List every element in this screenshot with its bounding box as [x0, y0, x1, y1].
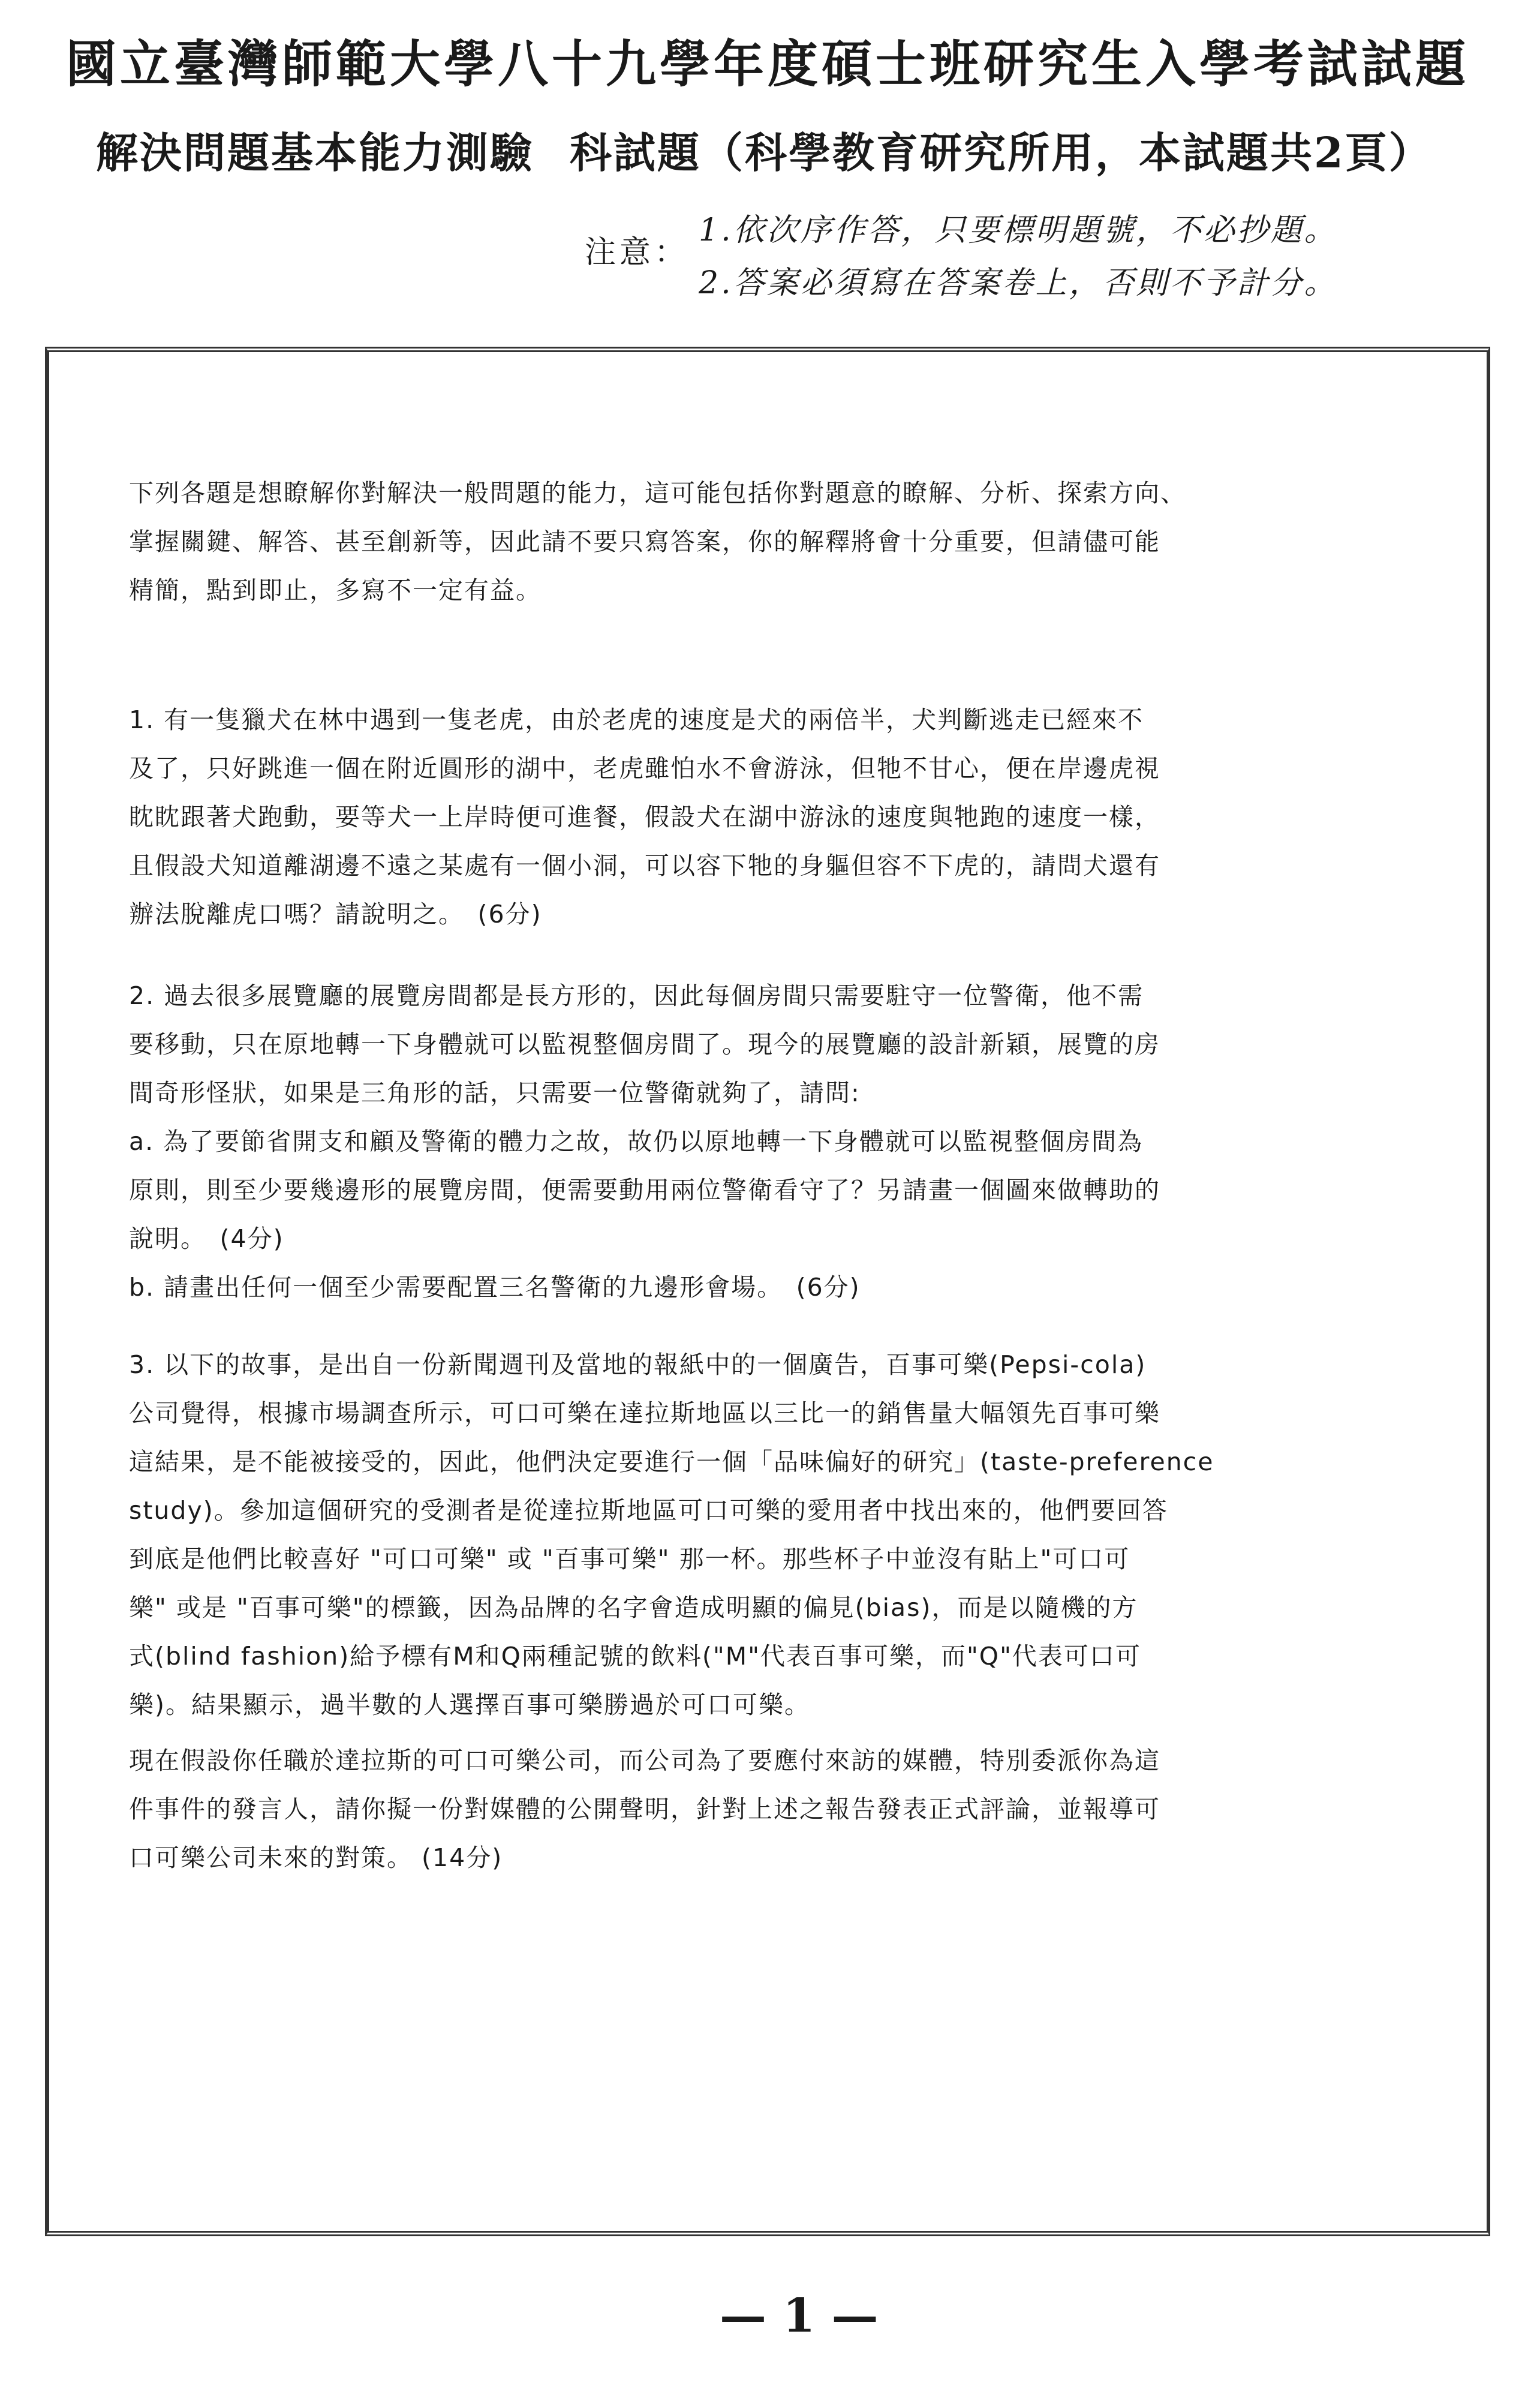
- question-3: [129, 1341, 1394, 1729]
- text-line: 眈眈跟著犬跑動，要等犬一上岸時便可進餐，假設犬在湖中游泳的速度與牠跑的速度一樣，: [129, 803, 1160, 831]
- text-line: 現在假設你任職於達拉斯的可口可樂公司，而公司為了要應付來訪的媒體，特別委派你為這: [129, 1746, 1160, 1775]
- text-line: 3. 以下的故事，是出自一份新聞週刊及當地的報紙中的一個廣告，百事可樂(Pepsi-cola): [129, 1350, 1147, 1379]
- text-line: 下列各題是想瞭解你對解決一般問題的能力，這可能包括你對題意的瞭解、分析、探索方向、: [129, 479, 1186, 507]
- text-line: 樂" 或是 "百事可樂"的標籤，因為品牌的名字會造成明顯的偏見(bias)，而是以隨機的方: [129, 1593, 1138, 1622]
- text-line: 及了，只好跳進一個在附近圓形的湖中，老虎雖怕水不會游泳，但牠不甘心，便在岸邊虎視: [129, 754, 1160, 783]
- text-line: 說明。 (4分): [129, 1224, 284, 1253]
- text-line: 原則，則至少要幾邊形的展覽房間，便需要動用兩位警衛看守了？另請畫一個圖來做轉助的: [129, 1176, 1160, 1204]
- text-line: 2. 過去很多展覽廳的展覽房間都是長方形的，因此每個房間只需要駐守一位警衛，他不需: [129, 981, 1144, 1010]
- text-line: 口可樂公司未來的對策。 (14分): [129, 1843, 503, 1872]
- text-line: b. 請畫出任何一個至少需要配置三名警衛的九邊形會場。 (6分): [129, 1273, 861, 1302]
- text-line: study)。參加這個研究的受測者是從達拉斯地區可口可樂的愛用者中找出來的，他們要回答: [129, 1496, 1168, 1525]
- subject-name: 解決問題基本能力測驗: [96, 128, 534, 178]
- text-line: 公司覺得，根據市場調查所示，可口可樂在達拉斯地區以三比一的銷售量大幅領先百事可樂: [129, 1399, 1160, 1428]
- text-line: 且假設犬知道離湖邊不遠之某處有一個小洞，可以容下牠的身軀但容不下虎的，請問犬還有: [129, 851, 1160, 880]
- text-line: 間奇形怪狀，如果是三角形的話，只需要一位警衛就夠了，請問:: [129, 1079, 861, 1107]
- text-line: 到底是他們比較喜好 "可口可樂" 或 "百事可樂" 那一杯。那些杯子中並沒有貼上"可口可: [129, 1545, 1130, 1573]
- question-1: [129, 696, 1394, 939]
- question-2: [129, 972, 1394, 1312]
- exam-title: 國立臺灣師範大學八十九學年度碩士班研究生入學考試試題: [66, 34, 1470, 94]
- question-3-task: [129, 1737, 1394, 1882]
- notice-block: [585, 204, 1424, 318]
- text-line: 式(blind fashion)給予標有M和Q兩種記號的飲料("M"代表百事可樂，而"Q"代表可口可: [129, 1642, 1141, 1671]
- subtitle-detail: 科試題（科學教育研究所用，本試題共2頁）: [570, 128, 1433, 178]
- exam-subtitle: [96, 123, 1475, 183]
- text-line: 1. 有一隻獵犬在林中遇到一隻老虎，由於老虎的速度是犬的兩倍半，犬判斷逃走已經來不: [129, 705, 1144, 734]
- page-number: — 1 —: [720, 2288, 879, 2343]
- text-line: 件事件的發言人，請你擬一份對媒體的公開聲明，針對上述之報告發表正式評論，並報導可: [129, 1795, 1160, 1824]
- text-line: 樂)。結果顯示，過半數的人選擇百事可樂勝過於可口可樂。: [129, 1690, 810, 1719]
- text-line: a. 為了要節省開支和顧及警衛的體力之故，故仍以原地轉一下身體就可以監視整個房間為: [129, 1127, 1144, 1156]
- text-line: 掌握關鍵、解答、甚至創新等，因此請不要只寫答案，你的解釋將會十分重要，但請儘可能: [129, 527, 1160, 556]
- text-line: 精簡，點到即止，多寫不一定有益。: [129, 576, 542, 605]
- text-line: 要移動，只在原地轉一下身體就可以監視整個房間了。現今的展覽廳的設計新穎，展覽的房: [129, 1030, 1160, 1059]
- text-line: 這結果，是不能被接受的，因此，他們決定要進行一個「品味偏好的研究」(taste-preference: [129, 1447, 1214, 1476]
- notice-item: 2.答案必須寫在答案卷上，否則不予計分。: [699, 265, 1338, 301]
- text-line: 辦法脫離虎口嗎？請說明之。 (6分): [129, 900, 542, 929]
- notice-items: [699, 204, 1338, 310]
- notice-label: 注意：: [585, 235, 690, 271]
- notice-item: 1.依次序作答，只要標明題號，不必抄題。: [699, 212, 1338, 248]
- intro-paragraph: [129, 469, 1394, 615]
